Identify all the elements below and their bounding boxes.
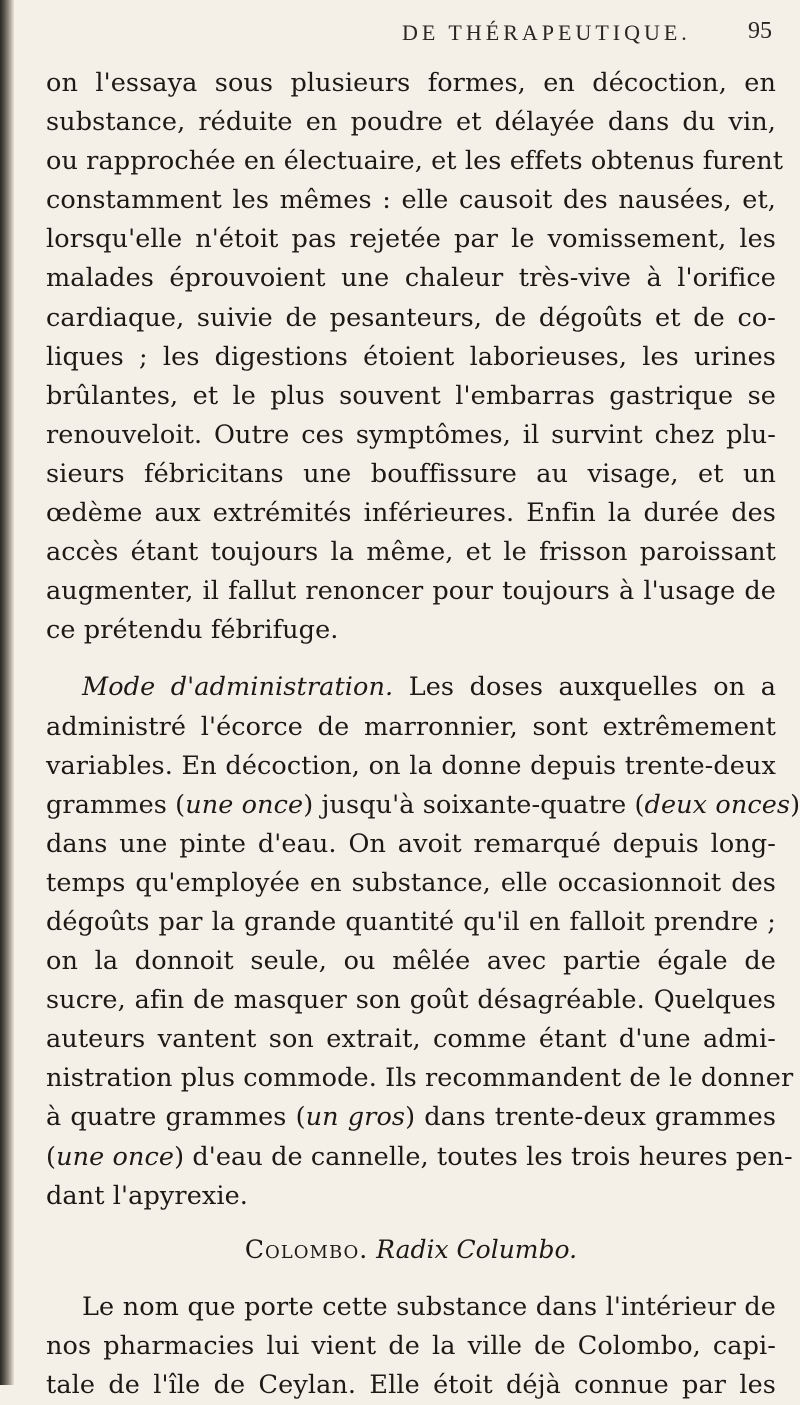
text-line: sucre, afin de masquer son goût désagréable. Quelques xyxy=(46,985,776,1016)
paragraph-3 xyxy=(46,1288,776,1405)
text-line: auteurs vantent son extrait, comme étant d'une admi- xyxy=(46,1024,776,1055)
paragraph-2 xyxy=(46,668,800,1215)
book-page xyxy=(46,18,800,1405)
text-line: (une once) d'eau de cannelle, toutes les trois heures pen- xyxy=(46,1141,793,1172)
text-line: ce prétendu fébrifuge. xyxy=(46,615,339,646)
text-line: lorsqu'elle n'étoit pas rejetée par le vomissement, les xyxy=(46,224,776,255)
text-line: nos pharmacies lui vient de la ville de Colombo, capi- xyxy=(46,1330,776,1361)
text-line: cardiaque, suivie de pesanteurs, de dégoûts et de co- xyxy=(46,302,776,333)
text-line: brûlantes, et le plus souvent l'embarras gastrique se xyxy=(46,380,776,411)
text-line: nistration plus commode. Ils recommandent de le donner xyxy=(46,1063,794,1094)
book-gutter xyxy=(0,0,14,1385)
text-line: substance, réduite en poudre et délayée dans du vin, xyxy=(46,107,776,138)
running-head xyxy=(46,20,776,64)
text-line: constamment les mêmes : elle causoit des nausées, et, xyxy=(46,185,776,216)
running-title: DE THÉRAPEUTIQUE. xyxy=(402,20,691,45)
text-line: renouveloit. Outre ces symptômes, il survint chez plu- xyxy=(46,419,776,450)
text-line: on la donnoit seule, ou mêlée avec partie égale de xyxy=(46,946,776,977)
text-line: Mode d'administration. Les doses auxquelles on a xyxy=(82,672,776,703)
text-line: tale de l'île de Ceylan. Elle étoit déjà connue par les xyxy=(46,1369,776,1400)
text-line: accès étant toujours la même, et le frisson paroissant xyxy=(46,537,776,568)
text-line: augmenter, il fallut renoncer pour toujours à l'usage de xyxy=(46,576,776,607)
text-line: dégoûts par la grande quantité qu'il en falloit prendre ; xyxy=(46,906,776,937)
heading-name: Colombo. xyxy=(244,1234,369,1264)
text-line: liques ; les digestions étoient laborieuses, les urines xyxy=(46,341,776,372)
heading-latin: Radix Columbo. xyxy=(376,1234,578,1264)
text-line: administré l'écorce de marronnier, sont extrêmement xyxy=(46,711,776,742)
text-line: dans une pinte d'eau. On avoit remarqué depuis long- xyxy=(46,828,776,859)
text-line: dant l'apyrexie. xyxy=(46,1180,249,1211)
text-line: grammes (une once) jusqu'à soixante-quatre (deux onces) xyxy=(46,789,800,820)
text-line: ou rapprochée en électuaire, et les effets obtenus furent xyxy=(46,146,784,177)
page-number: 95 xyxy=(748,18,772,44)
section-heading xyxy=(46,1230,776,1270)
text-line: malades éprouvoient une chaleur très-vive à l'orifice xyxy=(46,263,776,294)
text-line: œdème aux extrémités inférieures. Enfin la durée des xyxy=(46,498,776,529)
text-line: variables. En décoction, on la donne depuis trente-deux xyxy=(46,750,776,781)
text-line: temps qu'employée en substance, elle occasionnoit des xyxy=(46,867,776,898)
text-line: à quatre grammes (un gros) dans trente-deux grammes xyxy=(46,1102,777,1133)
text-line: sieurs fébricitans une bouffissure au visage, et un xyxy=(46,458,776,489)
text-line: on l'essaya sous plusieurs formes, en décoction, en xyxy=(46,68,776,98)
section-lead: Mode d'administration. xyxy=(82,672,394,703)
text-line: Le nom que porte cette substance dans l'intérieur de xyxy=(82,1291,776,1322)
paragraph-1 xyxy=(46,64,784,650)
